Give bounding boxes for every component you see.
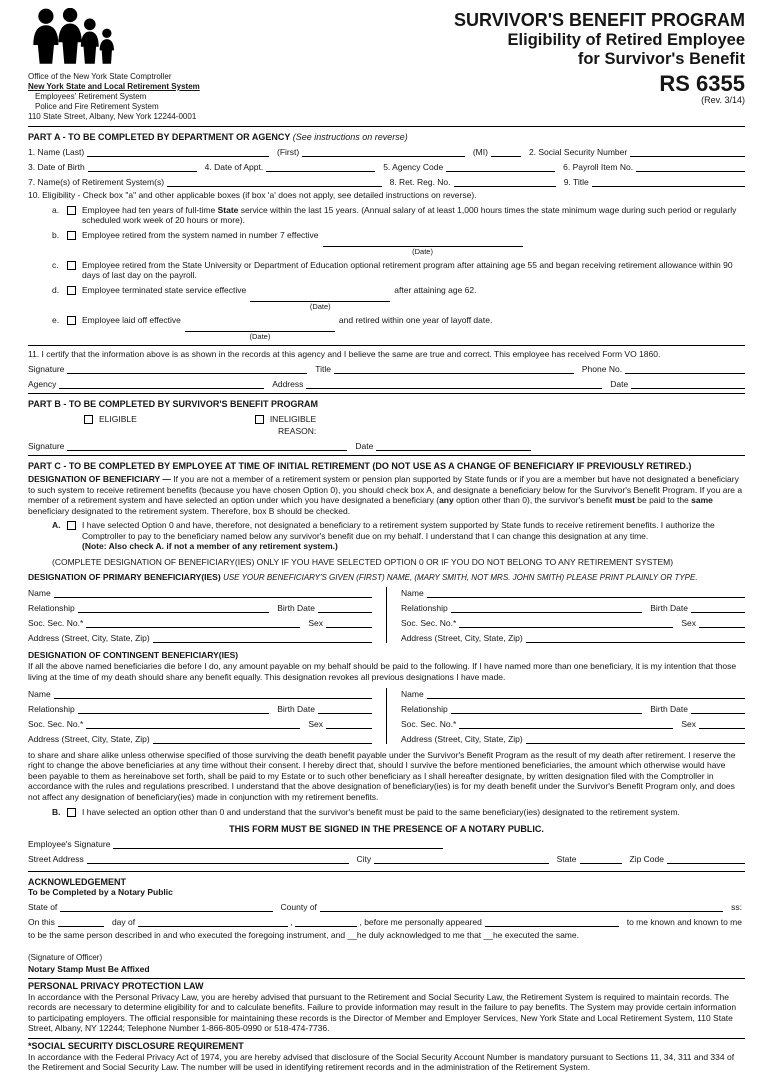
form-number: RS 6355 bbox=[659, 70, 745, 96]
known-label: to me known and known to me bbox=[626, 917, 742, 928]
month-line[interactable] bbox=[138, 918, 288, 927]
part-b-date-line[interactable] bbox=[376, 442, 531, 451]
beneficiary-name-line[interactable] bbox=[427, 589, 745, 598]
agency-code-label: 5. Agency Code bbox=[383, 162, 444, 172]
intro-b3: same bbox=[691, 495, 713, 506]
eligibility-item-c bbox=[52, 260, 745, 281]
agency-line[interactable] bbox=[59, 380, 264, 389]
form-header bbox=[28, 8, 745, 122]
name-label: Name bbox=[401, 688, 424, 699]
item-d-dateline bbox=[250, 294, 390, 311]
signature-label: Signature bbox=[28, 441, 65, 452]
retirement-systems-label: 7. Name(s) of Retirement System(s) bbox=[28, 177, 165, 187]
column-divider bbox=[386, 587, 387, 643]
sig-title-label: Title bbox=[315, 364, 332, 375]
item-d-t1: Employee terminated state service effective bbox=[82, 284, 247, 295]
option-a-item bbox=[52, 520, 745, 552]
eligible-checkbox[interactable] bbox=[84, 415, 93, 424]
dob-line[interactable] bbox=[88, 163, 197, 172]
intro-b2: must bbox=[614, 495, 635, 506]
ssn-label: Soc. Sec. No.* bbox=[28, 718, 84, 729]
ssn-disclosure-text: In accordance with the Federal Privacy Act of 1974, you are hereby advised that disclosure of the Social Security Account Number is mandatory pursuant to Sections 11, 34, 311 and 334 of the Retirement and Social Security Law. The number will be used in identifying retirement records and in the administration of the Retirement System. bbox=[28, 1051, 735, 1073]
eligibility-instruction: 10. Eligibility - Check box "a" and other applicable boxes (if box 'a' does not apply, see detailed instructions on reverse). bbox=[28, 190, 477, 200]
option-b-letter: B. bbox=[52, 807, 61, 818]
part-a-row-3 bbox=[28, 177, 745, 187]
option-b-item bbox=[52, 807, 745, 818]
agency-label: Agency bbox=[28, 379, 57, 390]
divider bbox=[28, 871, 745, 872]
acknowledgement-section bbox=[28, 877, 745, 974]
divider bbox=[28, 126, 745, 127]
primary-beneficiary-2 bbox=[401, 583, 745, 643]
part-a-signature-row bbox=[28, 364, 745, 374]
date-label: Date bbox=[610, 379, 629, 390]
contingent-beneficiary-heading: DESIGNATION OF CONTINGENT BENEFICIARY(IES) bbox=[28, 650, 239, 661]
privacy-text: In accordance with the Personal Privacy Law, you are hereby advised that pursuant to the Retirement and Social Security Law, the Retirement System is required to maintain records. The records are necessary to determine eligibility for and to calculate benefits. Failure to provide information may result in the failure to pay benefits. The System may provide certain information to participating employers. The official responsible for maintaining these records is the Director of Member and Employer Services, New York State and Local Retirement System, 110 State Street, Albany, NY 12244; Telephone Number 1-866-805-0990 or 518-474-7736. bbox=[28, 991, 737, 1034]
state-label: State bbox=[556, 853, 577, 864]
beneficiary-name-line[interactable] bbox=[427, 690, 745, 699]
privacy-section bbox=[28, 981, 745, 1034]
reason-label: REASON: bbox=[278, 426, 317, 437]
notary-notice: THIS FORM MUST BE SIGNED IN THE PRESENCE OF A NOTARY PUBLIC. bbox=[229, 823, 544, 834]
part-b-signature-row bbox=[28, 441, 745, 451]
part-b-heading: PART B - TO BE COMPLETED BY SURVIVOR'S BENEFIT PROGRAM bbox=[28, 399, 318, 410]
sex-line[interactable] bbox=[326, 619, 372, 628]
employee-signature-line[interactable] bbox=[113, 840, 443, 849]
divider bbox=[28, 1038, 745, 1039]
form-subtitle-1: Eligibility of Retired Employee bbox=[507, 30, 745, 49]
item-b-text bbox=[82, 230, 745, 256]
name-label: Name bbox=[401, 588, 424, 599]
option-a-body: I have selected Option 0 and have, therefore, not designated a beneficiary to a retirement system supported by State funds to receive retirement benefits. I authorize the Comptroller to pay to the beneficiary named below any survivor's benefit due on my behalf. I understand that I can change this designation at any time. bbox=[82, 520, 715, 541]
option-b-checkbox[interactable] bbox=[67, 808, 76, 817]
pfrs-line: Police and Fire Retirement System bbox=[35, 102, 159, 111]
item-b-dateline bbox=[323, 239, 523, 256]
contingent-beneficiary-2 bbox=[401, 684, 745, 744]
phone-line[interactable] bbox=[625, 365, 745, 374]
street-address-line[interactable] bbox=[87, 855, 349, 864]
ineligible-checkbox[interactable] bbox=[255, 415, 264, 424]
contingent-intro: If all the above named beneficiaries die before I do, any amount payable on my behalf should be paid to the following. If I have named more than one beneficiary, it is my intention that those living at the time of my death should share any benefit equally. This designation revokes all previous designations I have made. bbox=[28, 661, 737, 682]
comma: , bbox=[290, 917, 293, 928]
agency-address-block bbox=[28, 72, 200, 122]
item-a-letter: a. bbox=[52, 204, 60, 215]
sex-label: Sex bbox=[681, 618, 696, 629]
day-number-line[interactable] bbox=[58, 918, 104, 927]
ret-reg-no-label: 8. Ret. Reg. No. bbox=[389, 177, 451, 187]
beneficiary-ssn-line[interactable] bbox=[86, 720, 300, 729]
before-label: , before me personally appeared bbox=[359, 917, 482, 928]
city-label: City bbox=[356, 853, 372, 864]
sex-label: Sex bbox=[681, 718, 696, 729]
header-titles bbox=[454, 8, 745, 106]
part-b-section bbox=[28, 399, 745, 451]
date-caption: (Date) bbox=[309, 301, 331, 311]
item-b-letter: b. bbox=[52, 229, 60, 240]
retirement-system-name: New York State and Local Retirement System bbox=[28, 82, 200, 91]
contingent-beneficiary-grid bbox=[28, 684, 745, 744]
relationship-line[interactable] bbox=[78, 604, 269, 613]
item-d-letter: d. bbox=[52, 284, 60, 295]
header-left bbox=[28, 8, 200, 122]
beneficiary-address-label: Address (Street, City, State, Zip) bbox=[401, 633, 523, 644]
column-divider bbox=[386, 688, 387, 744]
laid-off-date-line[interactable] bbox=[185, 324, 335, 332]
part-a-heading bbox=[28, 132, 745, 142]
ssn-label: Soc. Sec. No.* bbox=[401, 618, 457, 629]
beneficiary-name-line[interactable] bbox=[54, 690, 372, 699]
item-e-text bbox=[82, 315, 745, 341]
appt-date-line[interactable] bbox=[266, 163, 375, 172]
date-caption: (Date) bbox=[249, 331, 271, 341]
address-line-field[interactable] bbox=[306, 380, 602, 389]
signature-of-officer-label: (Signature of Officer) bbox=[28, 952, 103, 962]
title-line[interactable] bbox=[592, 178, 745, 187]
item-e-t2: and retired within one year of layoff date. bbox=[338, 314, 493, 325]
complete-designation-note: (COMPLETE DESIGNATION OF BENEFICIARY(IES) ONLY IF YOU HAVE SELECTED OPTION 0 OR IF YOU DO NOT BELONG TO ANY RETIREMENT SYSTEM) bbox=[52, 556, 674, 567]
name-last-label: 1. Name (Last) bbox=[28, 147, 85, 157]
ssn-label: Soc. Sec. No.* bbox=[401, 718, 457, 729]
name-first-label: (First) bbox=[277, 147, 300, 157]
form-revision: (Rev. 3/14) bbox=[701, 94, 745, 105]
checkbox-10c[interactable] bbox=[67, 261, 76, 270]
phone-label: Phone No. bbox=[581, 364, 623, 375]
primary-beneficiary-heading bbox=[28, 572, 745, 582]
checkbox-10e[interactable] bbox=[67, 316, 76, 325]
name-mi-label: (MI) bbox=[472, 147, 488, 157]
appt-date-label: 4. Date of Appt. bbox=[204, 162, 264, 172]
relationship-line[interactable] bbox=[451, 705, 642, 714]
beneficiary-address-line[interactable] bbox=[526, 634, 745, 643]
birth-date-line[interactable] bbox=[691, 604, 745, 613]
ssn-label: 2. Social Security Number bbox=[528, 147, 628, 157]
relationship-label: Relationship bbox=[401, 603, 448, 614]
intro-t3: be paid to the bbox=[634, 495, 692, 506]
office-line: Office of the New York State Comptroller bbox=[28, 72, 172, 81]
birth-date-line[interactable] bbox=[318, 705, 372, 714]
signature-label: Signature bbox=[28, 364, 65, 375]
employee-address-row bbox=[28, 854, 745, 864]
item-d-t2: after attaining age 62. bbox=[394, 284, 477, 295]
option-a-text bbox=[82, 520, 745, 552]
eligibility-item-b bbox=[52, 230, 745, 256]
name-last-line[interactable] bbox=[87, 148, 269, 157]
address-label: Address bbox=[272, 379, 304, 390]
beneficiary-name-line[interactable] bbox=[54, 589, 372, 598]
notary-stamp-note: Notary Stamp Must Be Affixed bbox=[28, 963, 150, 974]
beneficiary-address-label: Address (Street, City, State, Zip) bbox=[28, 633, 150, 644]
part-a-agency-row bbox=[28, 379, 745, 389]
employee-signature-row bbox=[28, 839, 745, 849]
divider bbox=[28, 978, 745, 979]
retirement-systems-line[interactable] bbox=[167, 178, 382, 187]
ssn-label: Soc. Sec. No.* bbox=[28, 618, 84, 629]
designation-intro bbox=[28, 474, 745, 516]
birth-date-line[interactable] bbox=[691, 705, 745, 714]
dob-label: 3. Date of Birth bbox=[28, 162, 85, 172]
intro-t4: beneficiary designated to the retirement system. Therefore, box B should be checked. bbox=[28, 505, 351, 516]
ineligible-label: INELIGIBLE bbox=[269, 414, 317, 425]
birth-date-label: Birth Date bbox=[650, 603, 688, 614]
family-logo-icon bbox=[28, 8, 200, 69]
eligible-label: ELIGIBLE bbox=[99, 414, 137, 425]
part-b-eligibility-row bbox=[84, 414, 745, 424]
beneficiary-address-label: Address (Street, City, State, Zip) bbox=[28, 733, 150, 744]
relationship-line[interactable] bbox=[78, 705, 269, 714]
appeared-name-line[interactable] bbox=[485, 918, 619, 927]
birth-date-label: Birth Date bbox=[277, 703, 315, 714]
part-a-date-line[interactable] bbox=[631, 380, 745, 389]
acknowledgement-continuation: to be the same person described in and who executed the foregoing instrument, and __he duly acknowledged to me that __he executed the same. bbox=[28, 930, 579, 941]
eligibility-item-e bbox=[52, 315, 745, 341]
privacy-heading: PERSONAL PRIVACY PROTECTION LAW bbox=[28, 980, 204, 991]
terminated-date-line[interactable] bbox=[250, 294, 390, 302]
item-b-t: Employee retired from the system named in number 7 effective bbox=[82, 229, 319, 240]
sex-line[interactable] bbox=[699, 619, 745, 628]
on-this-label: On this bbox=[28, 917, 55, 928]
beneficiary-ssn-line[interactable] bbox=[86, 619, 300, 628]
county-of-label: County of bbox=[280, 902, 317, 913]
divider bbox=[28, 345, 745, 346]
item-e-letter: e. bbox=[52, 314, 60, 325]
option-b-text: I have selected an option other than 0 and understand that the survivor's benefit must be paid to the same beneficiary(ies) designated to the retirement system. bbox=[82, 807, 680, 818]
zip-label: Zip Code bbox=[629, 853, 664, 864]
city-line[interactable] bbox=[374, 855, 549, 864]
form-subtitle-2: for Survivor's Benefit bbox=[577, 50, 745, 69]
street-address-line: 110 State Street, Albany, New York 12244-0001 bbox=[28, 112, 197, 121]
state-of-label: State of bbox=[28, 902, 58, 913]
primary-beneficiary-1 bbox=[28, 583, 372, 643]
sex-label: Sex bbox=[308, 718, 323, 729]
item-c-letter: c. bbox=[52, 259, 59, 270]
day-of-label: day of bbox=[111, 917, 136, 928]
sex-line[interactable] bbox=[699, 720, 745, 729]
name-mi-line[interactable] bbox=[491, 148, 521, 157]
divider bbox=[28, 455, 745, 456]
relationship-label: Relationship bbox=[28, 603, 75, 614]
checkbox-10d[interactable] bbox=[67, 286, 76, 295]
beneficiary-address-line[interactable] bbox=[153, 634, 372, 643]
spacer bbox=[443, 840, 745, 849]
sex-line[interactable] bbox=[326, 720, 372, 729]
spacer bbox=[531, 442, 745, 451]
birth-date-label: Birth Date bbox=[277, 603, 315, 614]
ssn-disclosure-section bbox=[28, 1041, 745, 1073]
county-of-line[interactable] bbox=[320, 903, 723, 912]
primary-beneficiary-grid bbox=[28, 583, 745, 643]
item-a-bold: State bbox=[217, 204, 239, 215]
relationship-line[interactable] bbox=[451, 604, 642, 613]
acknowledgement-subheading: To be Completed by a Notary Public bbox=[28, 886, 173, 897]
title-label: 9. Title bbox=[563, 177, 589, 187]
checkbox-10b[interactable] bbox=[67, 231, 76, 240]
item-a-t1: Employee had ten years of full-time bbox=[82, 204, 218, 215]
street-address-label: Street Address bbox=[28, 853, 84, 864]
part-a-heading-text: PART A - TO BE COMPLETED BY DEPARTMENT OR AGENCY bbox=[28, 132, 291, 142]
primary-heading-text: DESIGNATION OF PRIMARY BENEFICIARY(IES) bbox=[28, 572, 221, 583]
beneficiary-address-line[interactable] bbox=[526, 735, 745, 744]
eligibility-item-d bbox=[52, 285, 745, 311]
ret-reg-no-line[interactable] bbox=[454, 178, 556, 187]
part-c-section bbox=[28, 461, 745, 864]
part-a-row-1 bbox=[28, 147, 745, 157]
date-caption: (Date) bbox=[412, 246, 433, 256]
primary-heading-note: USE YOUR BENEFICIARY'S GIVEN (FIRST) NAME, (MARY SMITH, NOT MRS. JOHN SMITH) PLEASE PRINT PLAINLY OR TYPE. bbox=[223, 573, 698, 583]
contingent-beneficiary-1 bbox=[28, 684, 372, 744]
item-a-t2: service within the last 15 years. (Annual salary of at least 1,000 hours times the state minimum wage during such period or regularly scheduled work week of 20 hours or more). bbox=[82, 204, 737, 226]
intro-t2: option other than 0), the survivor's benefit bbox=[453, 495, 615, 506]
sig-title-line[interactable] bbox=[334, 365, 574, 374]
part-a-heading-note: (See instructions on reverse) bbox=[292, 132, 408, 142]
sex-label: Sex bbox=[308, 618, 323, 629]
checkbox-10a[interactable] bbox=[67, 206, 76, 215]
acknowledgement-heading: ACKNOWLEDGEMENT bbox=[28, 876, 126, 887]
state-line[interactable] bbox=[580, 855, 622, 864]
relationship-label: Relationship bbox=[28, 703, 75, 714]
ss-label: ss: bbox=[731, 902, 742, 913]
state-county-row bbox=[28, 902, 745, 912]
part-a-row-2 bbox=[28, 162, 745, 172]
part-c-heading: PART C - TO BE COMPLETED BY EMPLOYEE AT TIME OF INITIAL RETIREMENT (DO NOT USE AS A CHANGE OF BENEFICIARY IF PREVIOUSLY RETIRED.) bbox=[28, 461, 692, 472]
relationship-label: Relationship bbox=[401, 703, 448, 714]
name-label: Name bbox=[28, 688, 51, 699]
beneficiary-ssn-line[interactable] bbox=[459, 720, 673, 729]
intro-b1: any bbox=[439, 495, 454, 506]
employee-signature-label: Employee's Signature bbox=[28, 838, 111, 849]
ssn-disclosure-heading: *SOCIAL SECURITY DISCLOSURE REQUIREMENT bbox=[28, 1040, 244, 1051]
option-a-checkbox[interactable] bbox=[67, 521, 76, 530]
year-line[interactable] bbox=[295, 918, 357, 927]
eligibility-item-a bbox=[52, 205, 745, 226]
name-first-line[interactable] bbox=[302, 148, 465, 157]
agency-code-line[interactable] bbox=[446, 163, 555, 172]
designation-lead: DESIGNATION OF BENEFICIARY — bbox=[28, 474, 174, 485]
beneficiary-address-label: Address (Street, City, State, Zip) bbox=[401, 733, 523, 744]
closing-paragraph: to share and share alike unless otherwise specified of those surviving the death benefit payable under the Survivor's Benefit Program as the result of my death after retirement. I reserve the right to change the above beneficiaries at any time without their consent. I hereby direct that, should I survive the before mentioned beneficiaries, the amount which otherwise would have been payable to them as hereinabove set forth, shall be paid to my Estate or to such other beneficiary as I shall hereafter designate, by written designation filed with the Comptroller in accordance with the rules and regulations prescribed. I understand that the above designation of beneficiary(ies) is for my death benefit under the Survivor's Benefit Program only, and does not affect any designation of beneficiary(ies) made in conjunction with my retirement benefits. bbox=[28, 749, 736, 802]
on-this-row bbox=[28, 917, 745, 927]
state-of-line[interactable] bbox=[60, 903, 272, 912]
birth-date-label: Birth Date bbox=[650, 703, 688, 714]
item-d-text bbox=[82, 285, 745, 311]
beneficiary-address-line[interactable] bbox=[153, 735, 372, 744]
part-b-signature-line[interactable] bbox=[67, 442, 347, 451]
payroll-item-label: 6. Payroll Item No. bbox=[563, 162, 634, 172]
intro-t1: If you are not a member of a retirement system or pension plan supported by State funds or if you are a member but have not designated a beneficiary to such system to receive retirement benefits (because you have chosen Option 0), you should check box A, and designate a beneficiary below for the Survivor's Benefit Program. If you are a member of a retirement system and have selected an option under which you have designated a beneficiary ( bbox=[28, 474, 743, 506]
name-label: Name bbox=[28, 588, 51, 599]
item-e-dateline bbox=[185, 324, 335, 341]
item-a-text bbox=[82, 205, 745, 226]
certification-statement: 11. I certify that the information above is as shown in the records at this agency and I believe the same are true and correct. This employee has received Form VO 1860. bbox=[28, 348, 661, 359]
divider bbox=[28, 393, 745, 394]
item-c-text: Employee retired from the State University or Department of Education optional retirement program after attaining age 55 and began receiving retirement allowance within 90 days of last day on the payroll. bbox=[82, 259, 733, 281]
retired-effective-date-line[interactable] bbox=[323, 239, 523, 247]
ers-line: Employees' Retirement System bbox=[35, 92, 147, 101]
form-title: SURVIVOR'S BENEFIT PROGRAM bbox=[454, 10, 745, 30]
item-e-t1: Employee laid off effective bbox=[82, 314, 181, 325]
payroll-item-line[interactable] bbox=[636, 163, 745, 172]
zip-line[interactable] bbox=[667, 855, 745, 864]
option-a-note: (Note: Also check A. if not a member of any retirement system.) bbox=[82, 541, 338, 552]
option-a-letter: A. bbox=[52, 520, 61, 531]
birth-date-line[interactable] bbox=[318, 604, 372, 613]
agency-signature-line[interactable] bbox=[67, 365, 307, 374]
ssn-line[interactable] bbox=[630, 148, 745, 157]
part-a-section bbox=[28, 132, 745, 389]
date-label: Date bbox=[355, 441, 374, 452]
beneficiary-ssn-line[interactable] bbox=[459, 619, 673, 628]
